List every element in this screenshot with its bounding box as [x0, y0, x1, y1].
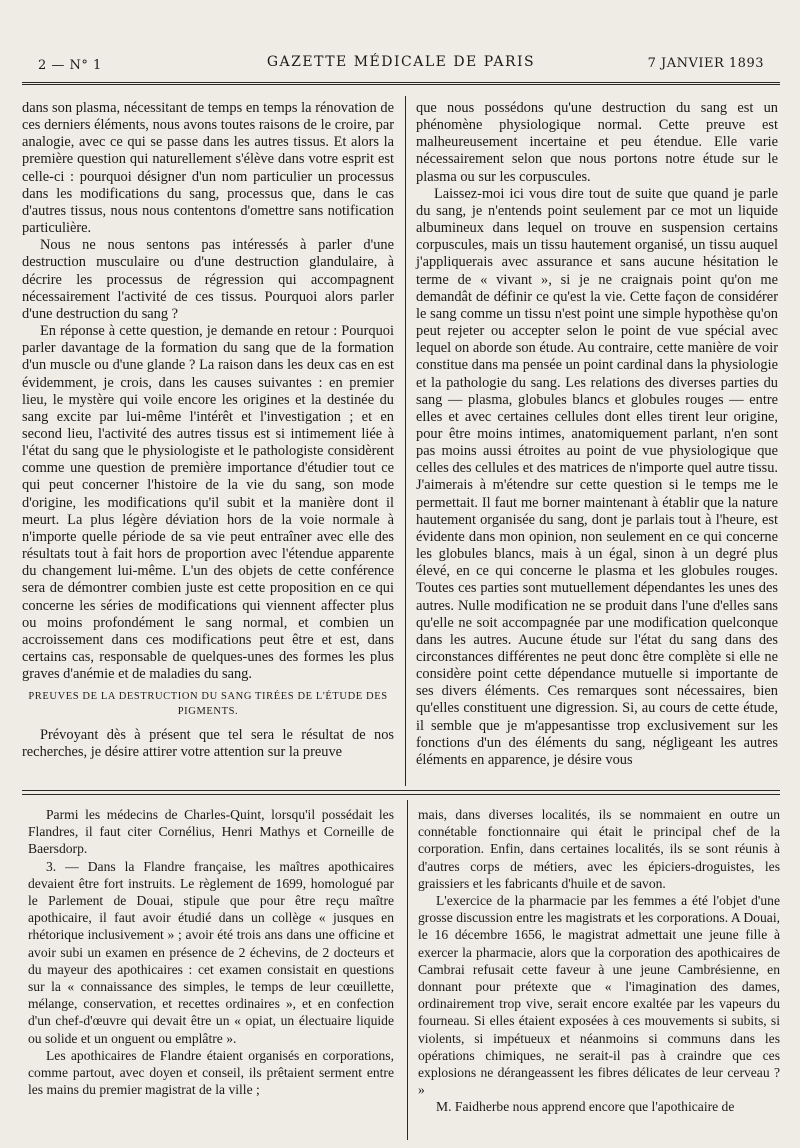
- paragraph: Laissez-moi ici vous dire tout de suite que quand je parle du sang, je n'entends point seulement par ce mot un liquide albumineux dans lequel on trouve en suspension certains corpuscules, mais un tissu hautement organisé, un tissu auquel j'appliquerais avec assurance et sans aucune hésitation le terme de « vivant », si je ne craignais point qu'on me demandât de définir ce qu'est la vie. Cette façon de considérer le sang comme un tissu n'est point une simple hypothèse qu'on peut rejeter ou accepter selon le point de vue spécial avec lequel on aborde son étude. Au contraire, cette manière de voir constitue dans ma pensée un point cardinal dans la physiologie et la pathologie du sang. Les relations des diverses parties du sang — plasma, globules blancs et globules rouges — entre elles et avec certaines cellules dont elles tirent leur origine, pour être moins intimes, anatomiquement parlant, n'en sont pas moins aussi étroites au point de vue physiologique que celles des cellules et des matrices de n'importe quel autre tissu. J'aimerais à m'étendre sur cette question si le temps me le permettait. Il faut me borner maintenant à établir que la nature hautement organisée du sang, dont je parlais tout à l'heure, est évidente dans mon opinion, non seulement en ce qui concerne les globules blancs, mais à un égal, sinon à un degré plus élevé, en ce qui concerne le plasma et les globules rouges. Toutes ces parties sont mutuellement dépendantes les unes des autres. Nulle modification ne se produit dans l'une d'elles sans qu'elle ne soit accompagnée par une modification quelconque dans les autres. Aucune étude sur l'état du sang dans des circonstances différentes ne peut donc être complète si elle ne considère point cette dépendance mutuelle si importante de ses divers éléments. Ces remarques sont nécessaires, bien qu'elles constituent une digression. Si, au cours de cette étude, il semble que je m'appesantisse trop exclusivement sur les fonctions d'un des éléments du sang, négligeant les autres éléments en apparence, je désire vous: [416, 185, 778, 768]
- feuilleton-rule: [22, 790, 780, 791]
- paragraph: Les apothicaires de Flandre étaient organisés en corporations, comme partout, avec doyen et conseil, ils prêtaient serment entre les mains du premier magistrat de la ville ;: [28, 1047, 394, 1098]
- article-column-right: [416, 100, 778, 769]
- feuilleton-column-right: [418, 806, 780, 1116]
- paragraph: Parmi les médecins de Charles-Quint, lorsqu'il possédait les Flandres, il faut citer Cornélius, Henri Mathys et Corneille de Baersdorp.: [28, 807, 394, 857]
- header-rule: [22, 82, 780, 85]
- paragraph: Nous ne nous sentons pas intéressés à parler d'une destruction musculaire ou d'une destruction glandulaire, à décrire les processus de régression qui accompagnent nécessairement l'activité de ces tissus. Pourquoi alors parler d'une destruction du sang ?: [22, 237, 394, 322]
- feuilleton-column-left: [28, 806, 394, 1098]
- article-column-left: [22, 100, 394, 762]
- column-divider: [407, 800, 408, 1140]
- page-number: 2 — N° 1: [38, 58, 102, 73]
- paragraph: dans son plasma, nécessitant de temps en temps la rénovation de ces derniers éléments, nous avons toutes raisons de le croire, par analogie, avec ce qui se passe dans les autres tissus. Et alors la première question qui naturellement s'élève dans votre esprit est celle-ci : pourquoi désigner d'un nom particulier un processus dans les modifications du sang, processus que, dans le cas d'autres tissus, nous nous contentons d'omettre sans notification particulière.: [22, 100, 394, 237]
- paragraph: mais, dans diverses localités, ils se nommaient en outre un connétable fonctionnaire qui était le principal chef de la corporation. Enfin, dans certaines localités, ils se sont réunis à d'autres corps de métiers, avec les épiciers-droguistes, les graissiers et les fabricants d'huile et de savon.: [418, 807, 780, 891]
- paragraph: M. Faidherbe nous apprend encore que l'apothicaire de: [436, 1099, 735, 1115]
- column-divider: [405, 96, 406, 786]
- paragraph: Prévoyant dès à présent que tel sera le résultat de nos recherches, je désire attirer votre attention sur la preuve: [22, 727, 394, 761]
- section-heading: PREUVES DE LA DESTRUCTION DU SANG TIRÉES DE L'ÉTUDE DES PIGMENTS.: [28, 691, 388, 718]
- paragraph: En réponse à cette question, je demande en retour : Pourquoi parler davantage de la formation du sang que de la formation d'un muscle ou d'une glande ? La raison dans les deux cas en est évidemment, je crois, dans les causes suivantes : en premier lieu, le mystère qui voile encore les origines et la destinée du sang excite par lui-même l'intérêt et l'investigation ; et en second lieu, l'activité des autres tissus est si intimement liée à l'état du sang que le physiologiste et le pathologiste considèrent comme une question de première importance d'étudier tout ce qui peut concerner l'histoire de la vie du sang, son mode d'origine, les modifications qu'il subit et la manière dont il meurt. La plus légère déviation hors de la voie normale à n'importe quelle période de sa vie peut entraîner avec elle des résultats tout à fait hors de proportion avec l'étendue apparente du changement lui-même. L'un des objets de cette conférence sera de démontrer combien juste est cette proposition en ce qui concerne les séries de modifications qui viennent affecter plus ou moins profondément le sang normal, et combien un accroissement dans ces modifications peut être et est, dans certains cas, responsable de quelques-unes des formes les plus graves d'anémie et de maladies du sang.: [22, 323, 394, 683]
- page-header: [22, 52, 780, 76]
- paragraph: 3. — Dans la Flandre française, les maîtres apothicaires devaient être fort instruits. Le règlement de 1699, homologué par le Parlement de Douai, stipule que pour être reçu maître apothicaire, il faut avoir étudié dans un collège « jusques en rhétorique inclusivement » ; avoir été trois ans dans une officine et avoir subi un examen en présence de 2 échevins, de 2 docteurs et du mayeur des apothicaires : cet examen consistait en questions sur la « connaissance des simples, le temps de leur cœuillette, mélange, conservation, et recettes ordinaires », et en confection d'un chef-d'œuvre qui devait être un « opiat, un électuaire liquide ou solide et un onguent ou emplâtre ».: [28, 858, 394, 1046]
- issue-date: 7 JANVIER 1893: [647, 56, 764, 71]
- paragraph: que nous possédons qu'une destruction du sang est un phénomène physiologique normal. Cette preuve est malheureusement incertaine et peu étendue. Elle varie nécessairement selon que nous portons notre étude sur le plasma ou sur les corpuscules.: [416, 100, 778, 185]
- feuilleton-rule: [22, 794, 780, 795]
- journal-title: GAZETTE MÉDICALE DE PARIS: [266, 54, 536, 70]
- paragraph: L'exercice de la pharmacie par les femmes a été l'objet d'une grosse discussion entre les magistrats et les corporations. A Douai, le 16 décembre 1656, le magistrat admettait une jeune fille à exercer la pharmacie, alors que la corporation des apothicaires de Cambrai refusait cette faveur à une jeune Cambrésienne, en donnant pour prétexte que « l'imagination des dames, ordinairement trop vive, serait encore exaltée par les vapeurs du fourneau. Si elles étaient exposées à ces mouvements si subits, si violents, si impétueux et néanmoins si communs dans les opérations chimiques, ne serait-il pas à craindre que ces explosions ne dérangeassent les fibres délicates de leur cerveau ? »: [418, 893, 780, 1098]
